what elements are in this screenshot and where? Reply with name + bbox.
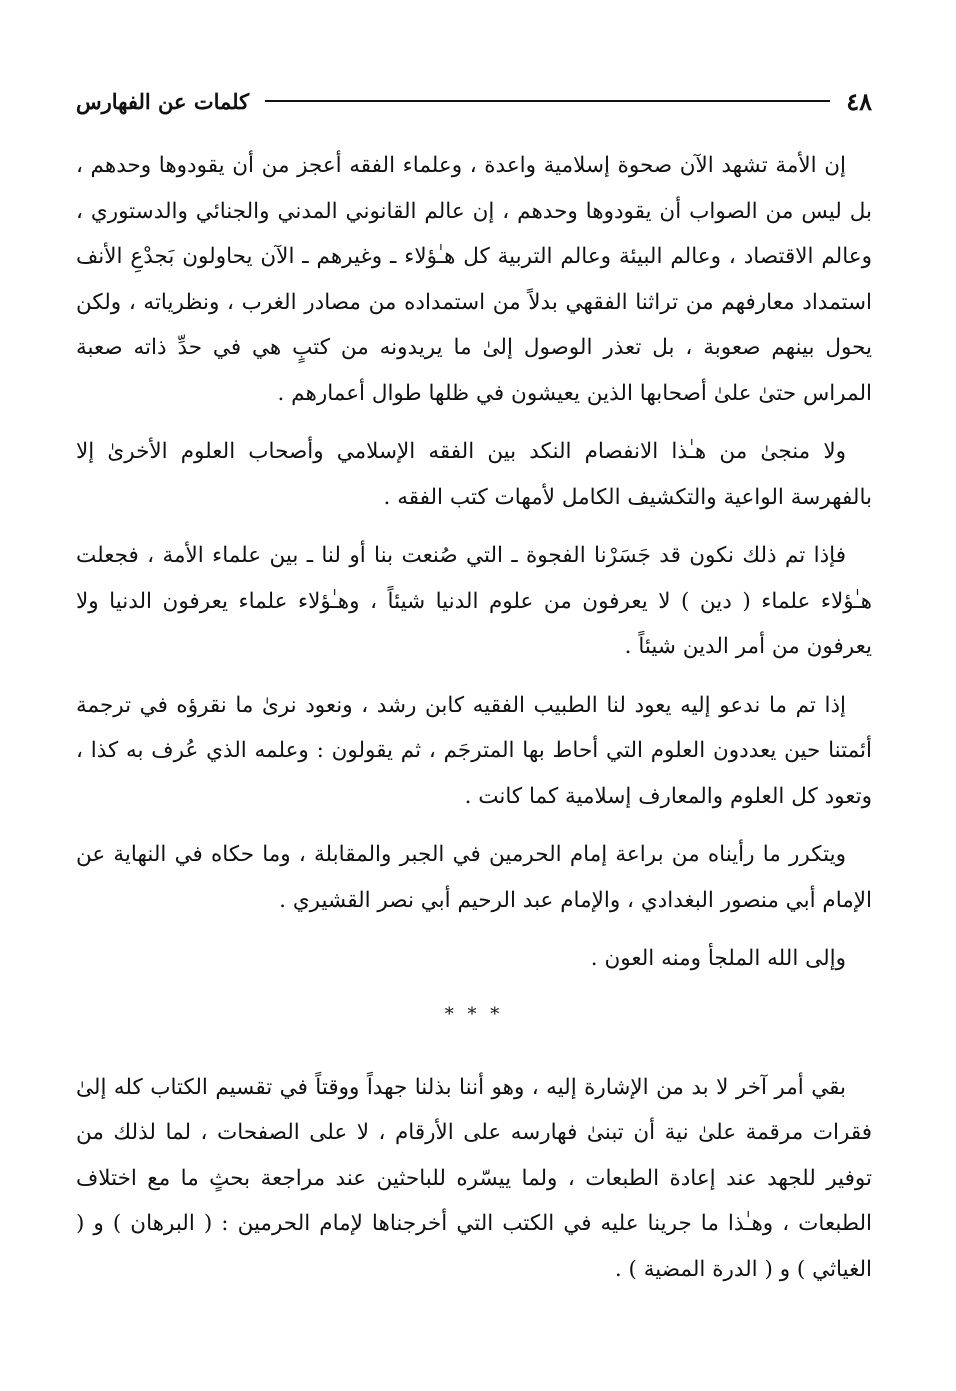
paragraph: ويتكرر ما رأيناه من براعة إمام الحرمين في الجبر والمقابلة ، وما حكاه في النهاية عن الإمام أبي منصور البغدادي ، والإمام عبد الرحيم أبي نصر القشيري . <box>76 842 872 913</box>
section-separator: * * * <box>444 1003 504 1025</box>
paragraph: وإلى الله الملجأ ومنه العون . <box>590 946 846 971</box>
paragraph: إذا تم ما ندعو إليه يعود لنا الطبيب الفقيه كابن رشد ، ونعود نرىٰ ما نقرؤه في ترجمة أئمتنا حين يعددون العلوم التي أحاط بها المترجَم ، ثم يقولون : وعلمه الذي عُرف به كذا ، وتعود كل العلوم والمعارف إسلامية كما كانت . <box>76 692 872 809</box>
paragraph: إن الأمة تشهد الآن صحوة إسلامية واعدة ، وعلماء الفقه أعجز من أن يقودوها وحدهم ، بل ليس من الصواب أن يقودوها وحدهم ، إن عالم القانوني المدني والجنائي والدستوري ، وعالم الاقتصاد ، وعالم البيئة وعالم التربية كل هـٰؤلاء ـ وغيرهم ـ الآن يحاولون بَجدْعِ الأنف استمداد معارفهم من تراثنا الفقهي بدلاً من استمداده من مصادر الغرب ، ونظرياته ، ولكن يحول بينهم صعوبة ، بل تعذر الوصول إلىٰ ما يريدونه من كتبٍ هي في حدِّ ذاته صعبة المراس حتىٰ علىٰ أصحابها الذين يعيشون في ظلها طوال أعمارهم . <box>76 153 872 406</box>
page-header <box>76 84 872 118</box>
page-number: ٤٨ <box>846 86 872 116</box>
paragraph: بقي أمر آخر لا بد من الإشارة إليه ، وهو أننا بذلنا جهداً ووقتاً في تقسيم الكتاب كله إلىٰ فقرات مرقمة علىٰ نية أن تبنىٰ فهارسه على الأرقام ، لا على الصفحات ، لما لذلك من توفير للجهد عند إعادة الطبعات ، ولما ييسّره للباحثين عند مراجعة بحثٍ ما مع اختلاف الطبعات ، وهـٰذا ما جرينا عليه في الكتب التي أخرجناها لإمام الحرمين : ( البرهان ) و ( الغياثي ) و ( الدرة المضية ) . <box>76 1074 872 1282</box>
running-title: كلمات عن الفهارس <box>76 88 250 114</box>
paragraph: فإذا تم ذلك نكون قد جَسَرْنا الفجوة ـ التي صُنعت بنا أو لنا ـ بين علماء الأمة ، فجعلت هـٰؤلاء علماء ( دين ) لا يعرفون من علوم الدنيا شيئاً ، وهـٰؤلاء علماء يعرفون الدنيا ولا يعرفون من أمر الدين شيئاً . <box>76 543 872 659</box>
header-rule <box>265 100 830 102</box>
paragraph: ولا منجىٰ من هـٰذا الانفصام النكد بين الفقه الإسلامي وأصحاب العلوم الأخرىٰ إلا بالفهرسة الواعية والتكشيف الكامل لأمهات كتب الفقه . <box>76 439 872 510</box>
body-text <box>76 143 872 1305</box>
